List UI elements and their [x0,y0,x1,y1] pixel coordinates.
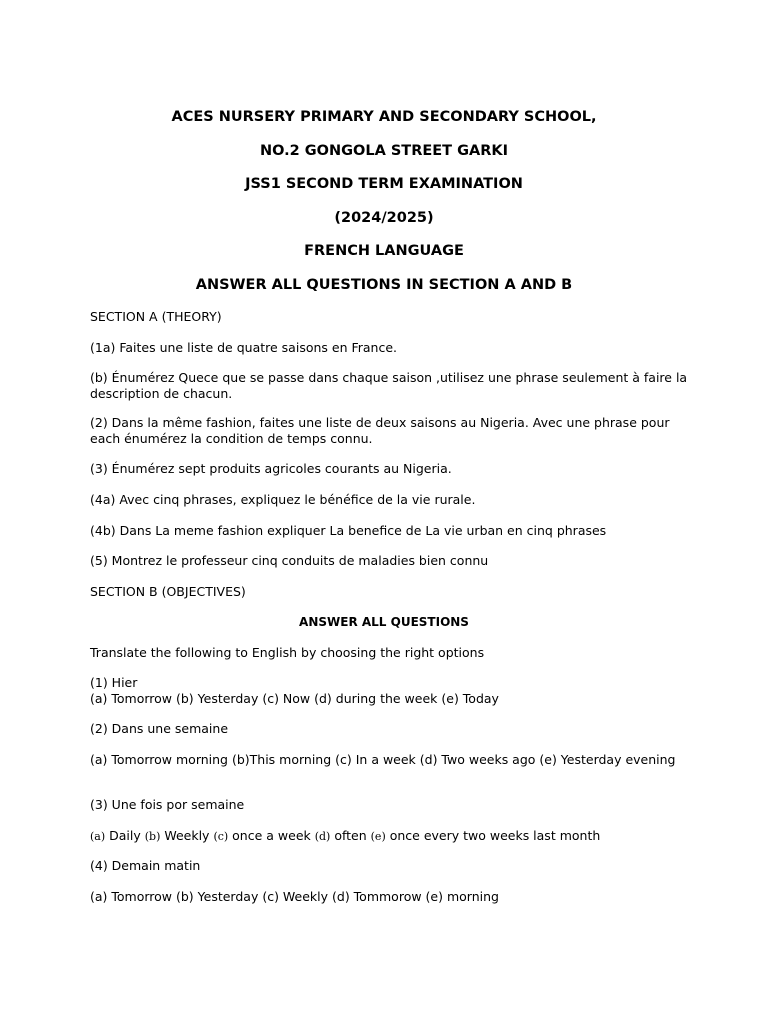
option-c-text: once a week [228,828,315,843]
section-b-instruction: ANSWER ALL QUESTIONS [299,615,469,629]
objective-2-stem: (2) Dans une semaine [90,721,229,736]
option-e-letter: (e) [370,830,386,843]
question-5: (5) Montrez le professeur cinq conduits de maladies bien connu [90,553,489,568]
option-d-letter: (d) [314,830,331,843]
school-name: ACES NURSERY PRIMARY AND SECONDARY SCHOOL, [171,109,597,125]
objective-4-options: (a) Tomorrow (b) Yesterday (c) Weekly (d) Tommorow (e) morning [90,889,499,904]
exam-instruction: ANSWER ALL QUESTIONS IN SECTION A AND B [195,277,573,293]
exam-session: (2024/2025) [334,210,434,226]
translate-prompt: Translate the following to English by choosing the right options [90,645,485,660]
section-a-title: SECTION A (THEORY) [90,309,222,324]
option-e-text: once every two weeks last month [385,828,601,843]
option-b-letter: (b) [144,830,161,843]
question-2: (2) Dans la même fashion, faites une liste de deux saisons au Nigeria. Avec une phrase pour each énumérez la condition de temps connu. [90,415,670,446]
exam-subject: FRENCH LANGUAGE [304,243,464,259]
exam-title: JSS1 SECOND TERM EXAMINATION [245,176,523,192]
option-c-letter: (c) [213,830,229,843]
option-d-text: often [330,828,371,843]
option-a-letter: (a) [90,830,106,843]
objective-4-stem: (4) Demain matin [90,858,201,873]
objective-1-stem: (1) Hier [90,675,138,690]
question-1b: (b) Énumérez Quece que se passe dans chaque saison ,utilisez une phrase seulement à faire la description de chacun. [90,370,688,401]
objective-2-options: (a) Tomorrow morning (b)This morning (c) In a week (d) Two weeks ago (e) Yesterday evening [90,752,676,767]
option-b-text: Weekly [160,828,214,843]
school-address: NO.2 GONGOLA STREET GARKI [259,143,509,159]
objective-3-stem: (3) Une fois por semaine [90,797,245,812]
objective-1-options: (a) Tomorrow (b) Yesterday (c) Now (d) during the week (e) Today [90,691,499,706]
question-4b: (4b) Dans La meme fashion expliquer La benefice de La vie urban en cinq phrases [90,523,607,538]
question-1a: (1a) Faites une liste de quatre saisons en France. [90,340,398,355]
question-3: (3) Énumérez sept produits agricoles courants au Nigeria. [90,461,452,476]
option-a-text: Daily [105,828,145,843]
question-4a: (4a) Avec cinq phrases, expliquez le bénéfice de la vie rurale. [90,492,476,507]
section-b-title: SECTION B (OBJECTIVES) [90,584,246,599]
objective-3-options [90,828,600,845]
